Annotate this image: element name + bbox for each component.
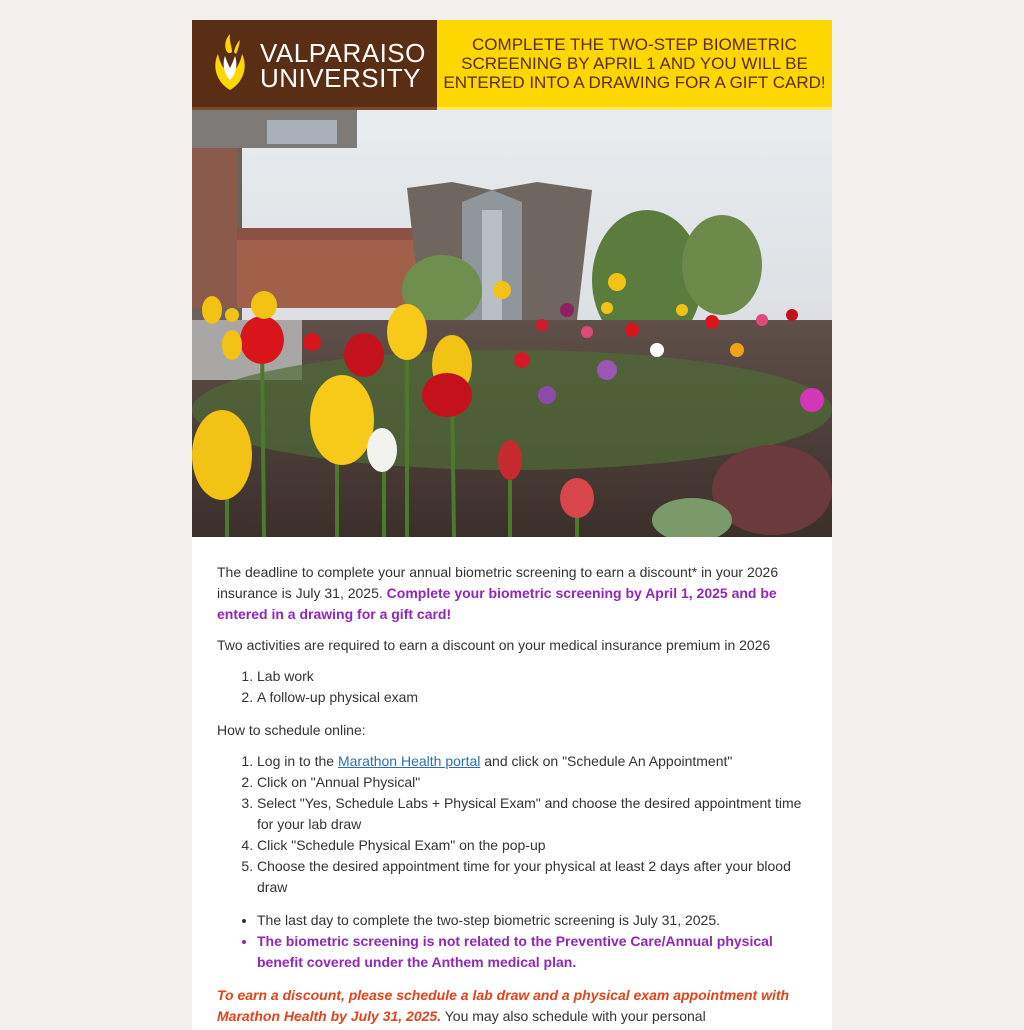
list-item: 2. A follow-up physical exam [257,687,807,708]
intro-paragraph [217,562,807,625]
step-1-before: Log in to the [257,753,338,769]
email-container [192,20,832,1030]
schedule-intro: How to schedule online: [217,722,366,738]
university-logo[interactable] [192,20,437,110]
list-item [257,751,807,772]
intro-text: The deadline to complete your annual biometric screening to earn a discount* in your 2026 insurance is July 31, 2025. [217,564,779,601]
list-item: 2. Click on "Annual Physical" [257,772,807,793]
closing-text: You may also schedule with your personal [441,1008,706,1024]
torch-flame-icon [208,34,252,92]
marathon-health-portal-link[interactable]: Marathon Health portal [337,753,481,769]
schedule-steps-list [217,751,807,898]
list-item: • The biometric screening is not related to the Preventive Care/Annual physical benefit covered under the Anthem medical plan. [257,931,807,973]
activities-intro: Two activities are required to earn a discount on your medical insurance premium in 2026 [217,637,771,653]
intro-highlight: Complete your biometric screening by April 1, 2025 and be entered in a drawing for a gift card! [217,585,777,622]
list-item: 5. Choose the desired appointment time for your physical at least 2 days after your blood draw [257,856,807,898]
closing-paragraph [217,985,807,1027]
list-item: 3. Select "Yes, Schedule Labs + Physical Exam" and choose the desired appointment time for your lab draw [257,793,807,835]
promo-banner: COMPLETE THE TWO-STEP BIOMETRIC SCREENING BY APRIL 1 AND YOU WILL BE ENTERED INTO A DRAWING FOR A GIFT CARD! [437,20,832,110]
logo-line-1: VALPARAISO [260,38,426,68]
list-item: • The last day to complete the two-step biometric screening is July 31, 2025. [257,910,807,931]
logo-wordmark [260,38,426,93]
closing-highlight: To earn a discount, please schedule a lab draw and a physical exam appointment with Marathon Health by July 31, 2025. [217,987,790,1024]
list-item: 1. Lab work [257,666,807,687]
activities-list [217,666,807,708]
notes-list [217,910,807,973]
logo-line-2: UNIVERSITY [260,63,422,93]
list-item: 4. Click "Schedule Physical Exam" on the pop-up [257,835,807,856]
email-header [192,20,832,110]
hero-image [192,110,832,537]
step-1-after: and click on "Schedule An Appointment" [480,753,733,769]
email-body [192,537,832,1027]
